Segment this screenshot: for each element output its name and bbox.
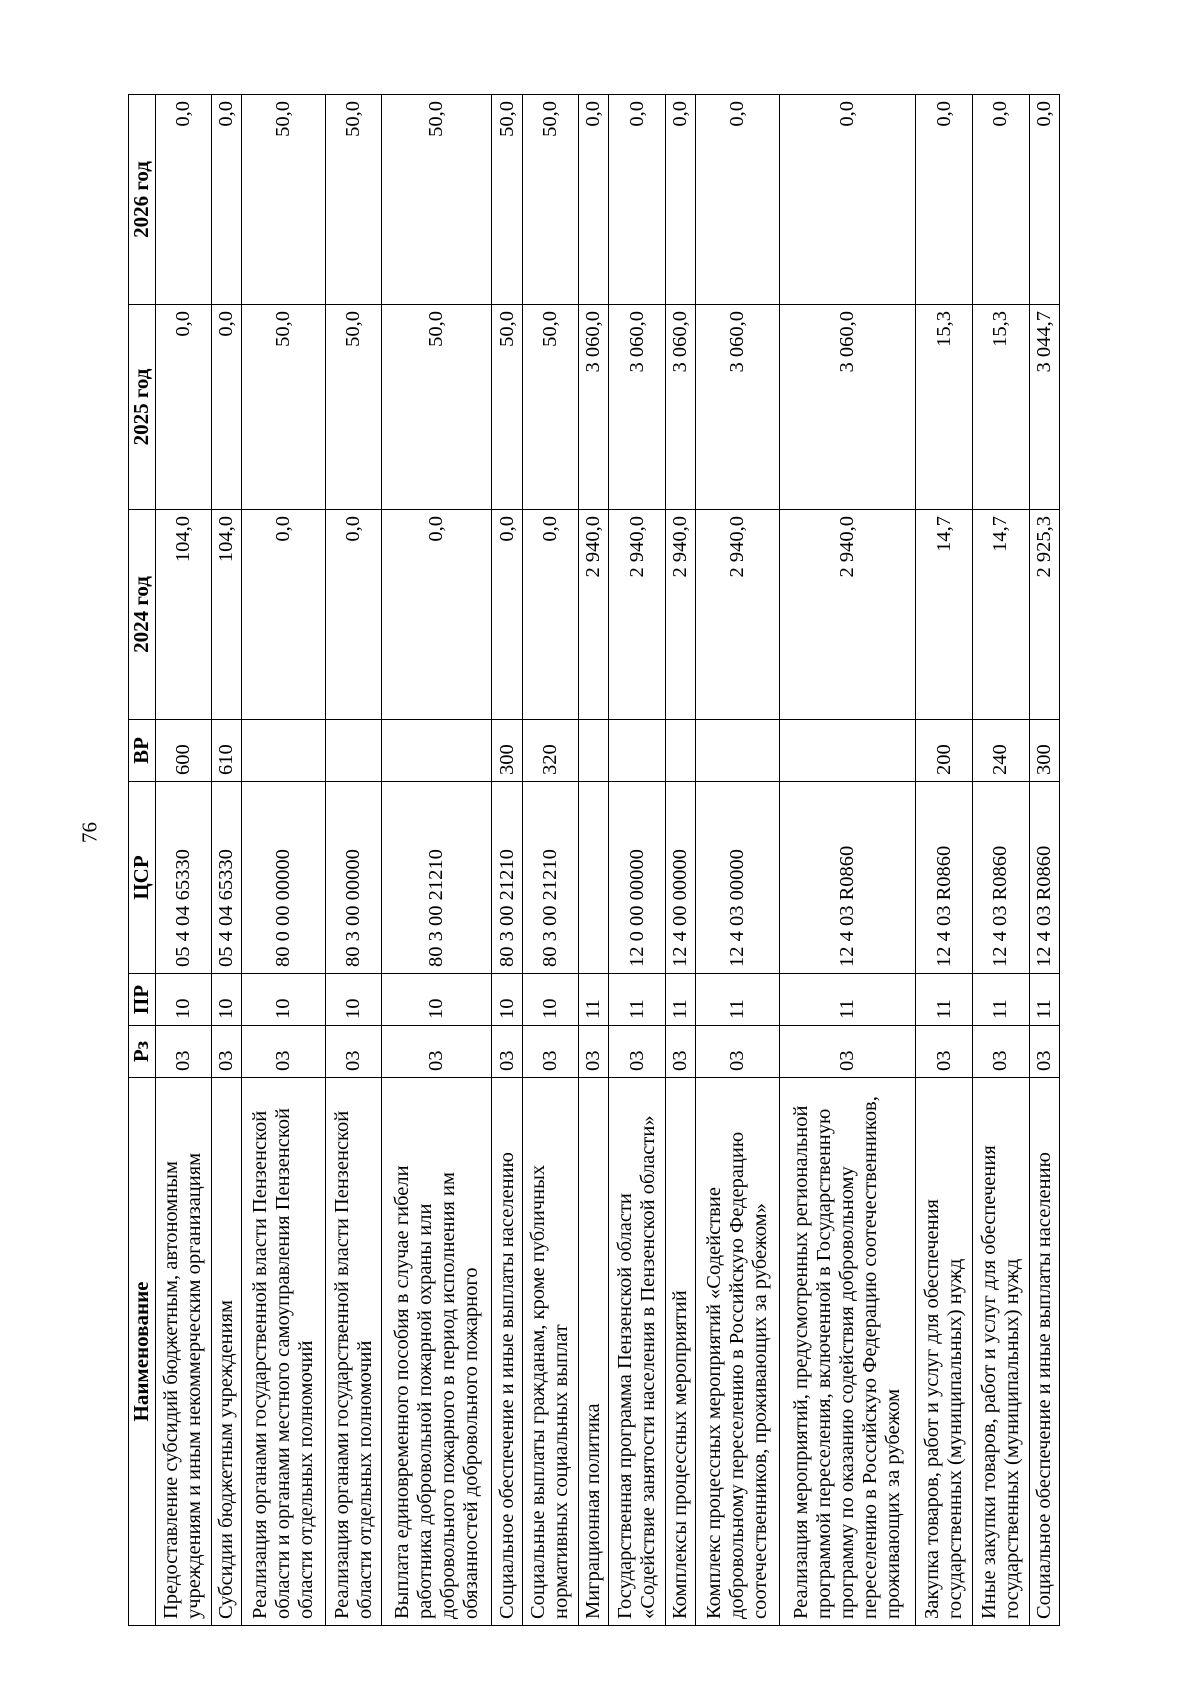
cell-csr: 80 3 00 21210: [522, 782, 579, 974]
cell-vr: 200: [916, 720, 973, 782]
cell-2026: 50,0: [242, 95, 325, 305]
cell-2026: 0,0: [696, 95, 779, 305]
table-row: [696, 95, 779, 1626]
cell-vr: [242, 720, 325, 782]
cell-2024: 0,0: [382, 510, 492, 720]
cell-2024: 2 940,0: [579, 510, 609, 720]
cell-2026: 0,0: [212, 95, 242, 305]
cell-2026: 0,0: [916, 95, 973, 305]
table-row: [609, 95, 666, 1626]
cell-name: Социальное обеспечение и иные выплаты населению: [492, 1078, 522, 1626]
cell-csr: 80 3 00 21210: [382, 782, 492, 974]
cell-pr: 10: [382, 974, 492, 1026]
cell-pr: 10: [242, 974, 325, 1026]
cell-csr: 05 4 04 65330: [155, 782, 212, 974]
cell-rz: 03: [973, 1026, 1030, 1078]
cell-2025: 3 044,7: [1029, 305, 1059, 510]
header-pr: ПР: [129, 974, 156, 1026]
cell-name: Выплата единовременного пособия в случае гибели работника добровольной пожарной охраны или добровольного пожарного в период исполнения им обязанностей добровольного пожарного: [382, 1078, 492, 1626]
header-2024: 2024 год: [129, 510, 156, 720]
cell-2025: 3 060,0: [609, 305, 666, 510]
cell-name: Реализация органами государственной власти Пензенской области отдельных полномочий: [325, 1078, 382, 1626]
cell-vr: 300: [1029, 720, 1059, 782]
cell-2024: 0,0: [325, 510, 382, 720]
cell-pr: 11: [1029, 974, 1059, 1026]
cell-vr: 600: [155, 720, 212, 782]
cell-name: Социальное обеспечение и иные выплаты населению: [1029, 1078, 1059, 1626]
cell-csr: 12 4 03 R0860: [779, 782, 916, 974]
cell-csr: 12 4 03 00000: [696, 782, 779, 974]
header-name: Наименование: [129, 1078, 156, 1626]
cell-csr: [579, 782, 609, 974]
cell-vr: [609, 720, 666, 782]
header-vr: ВР: [129, 720, 156, 782]
cell-name: Реализация мероприятий, предусмотренных региональной программой переселения, включенной в Государственную программу по оказанию содействия добровольному переселению в Российскую Федерацию соотечественников, проживающих за рубежом: [779, 1078, 916, 1626]
cell-2025: 3 060,0: [666, 305, 696, 510]
cell-csr: 80 0 00 00000: [242, 782, 325, 974]
cell-rz: 03: [492, 1026, 522, 1078]
cell-2025: 15,3: [916, 305, 973, 510]
cell-2025: 50,0: [382, 305, 492, 510]
cell-2025: 0,0: [212, 305, 242, 510]
cell-pr: 10: [325, 974, 382, 1026]
cell-2025: 3 060,0: [696, 305, 779, 510]
cell-name: Закупка товаров, работ и услуг для обеспечения государственных (муниципальных) нужд: [916, 1078, 973, 1626]
cell-pr: 11: [973, 974, 1030, 1026]
table-row: [916, 95, 973, 1626]
cell-vr: [382, 720, 492, 782]
table-row: [242, 95, 325, 1626]
budget-table-container: [128, 95, 1060, 1626]
cell-2026: 50,0: [325, 95, 382, 305]
table-row: [382, 95, 492, 1626]
table-row: [1029, 95, 1059, 1626]
cell-csr: 12 4 03 R0860: [973, 782, 1030, 974]
cell-2026: 0,0: [579, 95, 609, 305]
cell-pr: 11: [609, 974, 666, 1026]
cell-2025: 0,0: [155, 305, 212, 510]
cell-2024: 0,0: [522, 510, 579, 720]
cell-name: Предоставление субсидий бюджетным, автономным учреждениям и иным некоммерческим организациям: [155, 1078, 212, 1626]
cell-vr: 610: [212, 720, 242, 782]
cell-csr: 80 3 00 21210: [492, 782, 522, 974]
cell-2024: 2 940,0: [609, 510, 666, 720]
cell-2024: 0,0: [242, 510, 325, 720]
cell-pr: 10: [212, 974, 242, 1026]
cell-name: Социальные выплаты гражданам, кроме публичных нормативных социальных выплат: [522, 1078, 579, 1626]
cell-vr: [666, 720, 696, 782]
cell-pr: 11: [916, 974, 973, 1026]
cell-2024: 2 940,0: [779, 510, 916, 720]
cell-2026: 0,0: [779, 95, 916, 305]
cell-pr: 10: [522, 974, 579, 1026]
cell-name: Государственная программа Пензенской области «Содействие занятости населения в Пензенской области»: [609, 1078, 666, 1626]
rotated-landscape-area: [128, 95, 1060, 1626]
table-row: [492, 95, 522, 1626]
page-number: 76: [77, 822, 102, 843]
cell-2026: 0,0: [1029, 95, 1059, 305]
cell-2025: 50,0: [325, 305, 382, 510]
cell-2024: 104,0: [155, 510, 212, 720]
cell-rz: 03: [325, 1026, 382, 1078]
cell-2025: 50,0: [242, 305, 325, 510]
cell-2024: 2 940,0: [666, 510, 696, 720]
cell-csr: 80 3 00 00000: [325, 782, 382, 974]
cell-name: Комплексы процессных мероприятий: [666, 1078, 696, 1626]
table-row: [325, 95, 382, 1626]
cell-rz: 03: [916, 1026, 973, 1078]
cell-name: Миграционная политика: [579, 1078, 609, 1626]
header-rz: Рз: [129, 1026, 156, 1078]
cell-name: Комплекс процессных мероприятий «Содействие добровольному переселению в Российскую Федерацию соотечественников, проживающих за рубежом»: [696, 1078, 779, 1626]
table-header-row: [129, 95, 156, 1626]
cell-name: Субсидии бюджетным учреждениям: [212, 1078, 242, 1626]
cell-rz: 03: [779, 1026, 916, 1078]
header-2025: 2025 год: [129, 305, 156, 510]
header-2026: 2026 год: [129, 95, 156, 305]
cell-2026: 0,0: [973, 95, 1030, 305]
cell-rz: 03: [579, 1026, 609, 1078]
cell-2025: 50,0: [492, 305, 522, 510]
cell-2024: 0,0: [492, 510, 522, 720]
cell-vr: 300: [492, 720, 522, 782]
cell-pr: 10: [492, 974, 522, 1026]
table-row: [212, 95, 242, 1626]
cell-vr: [696, 720, 779, 782]
table-row: [666, 95, 696, 1626]
cell-2026: 0,0: [666, 95, 696, 305]
cell-2024: 14,7: [916, 510, 973, 720]
cell-2024: 2 925,3: [1029, 510, 1059, 720]
cell-name: Реализация органами государственной власти Пензенской области и органами местного самоуправления Пензенской области отдельных полномочий: [242, 1078, 325, 1626]
cell-pr: 10: [155, 974, 212, 1026]
cell-csr: 12 4 00 00000: [666, 782, 696, 974]
cell-2025: 50,0: [522, 305, 579, 510]
cell-2026: 50,0: [522, 95, 579, 305]
cell-2026: 50,0: [382, 95, 492, 305]
cell-rz: 03: [155, 1026, 212, 1078]
cell-rz: 03: [382, 1026, 492, 1078]
cell-rz: 03: [666, 1026, 696, 1078]
cell-2026: 50,0: [492, 95, 522, 305]
table-row: [579, 95, 609, 1626]
cell-csr: 12 4 03 R0860: [916, 782, 973, 974]
cell-pr: 11: [666, 974, 696, 1026]
table-body: [155, 95, 1059, 1626]
cell-vr: [579, 720, 609, 782]
cell-vr: [779, 720, 916, 782]
cell-csr: 12 0 00 00000: [609, 782, 666, 974]
cell-vr: 320: [522, 720, 579, 782]
cell-csr: 12 4 03 R0860: [1029, 782, 1059, 974]
table-row: [522, 95, 579, 1626]
cell-name: Иные закупки товаров, работ и услуг для обеспечения государственных (муниципальных) нужд: [973, 1078, 1030, 1626]
cell-rz: 03: [609, 1026, 666, 1078]
table-row: [155, 95, 212, 1626]
table-row: [973, 95, 1030, 1626]
cell-2024: 2 940,0: [696, 510, 779, 720]
cell-vr: 240: [973, 720, 1030, 782]
cell-pr: 11: [579, 974, 609, 1026]
cell-2026: 0,0: [155, 95, 212, 305]
header-csr: ЦСР: [129, 782, 156, 974]
cell-rz: 03: [212, 1026, 242, 1078]
cell-vr: [325, 720, 382, 782]
cell-rz: 03: [1029, 1026, 1059, 1078]
cell-2025: 3 060,0: [779, 305, 916, 510]
cell-csr: 05 4 04 65330: [212, 782, 242, 974]
table-row: [779, 95, 916, 1626]
cell-2025: 3 060,0: [579, 305, 609, 510]
cell-rz: 03: [522, 1026, 579, 1078]
cell-2024: 104,0: [212, 510, 242, 720]
cell-2025: 15,3: [973, 305, 1030, 510]
cell-pr: 11: [779, 974, 916, 1026]
budget-table: [128, 94, 1060, 1626]
cell-rz: 03: [696, 1026, 779, 1078]
cell-pr: 11: [696, 974, 779, 1026]
cell-rz: 03: [242, 1026, 325, 1078]
cell-2026: 0,0: [609, 95, 666, 305]
cell-2024: 14,7: [973, 510, 1030, 720]
